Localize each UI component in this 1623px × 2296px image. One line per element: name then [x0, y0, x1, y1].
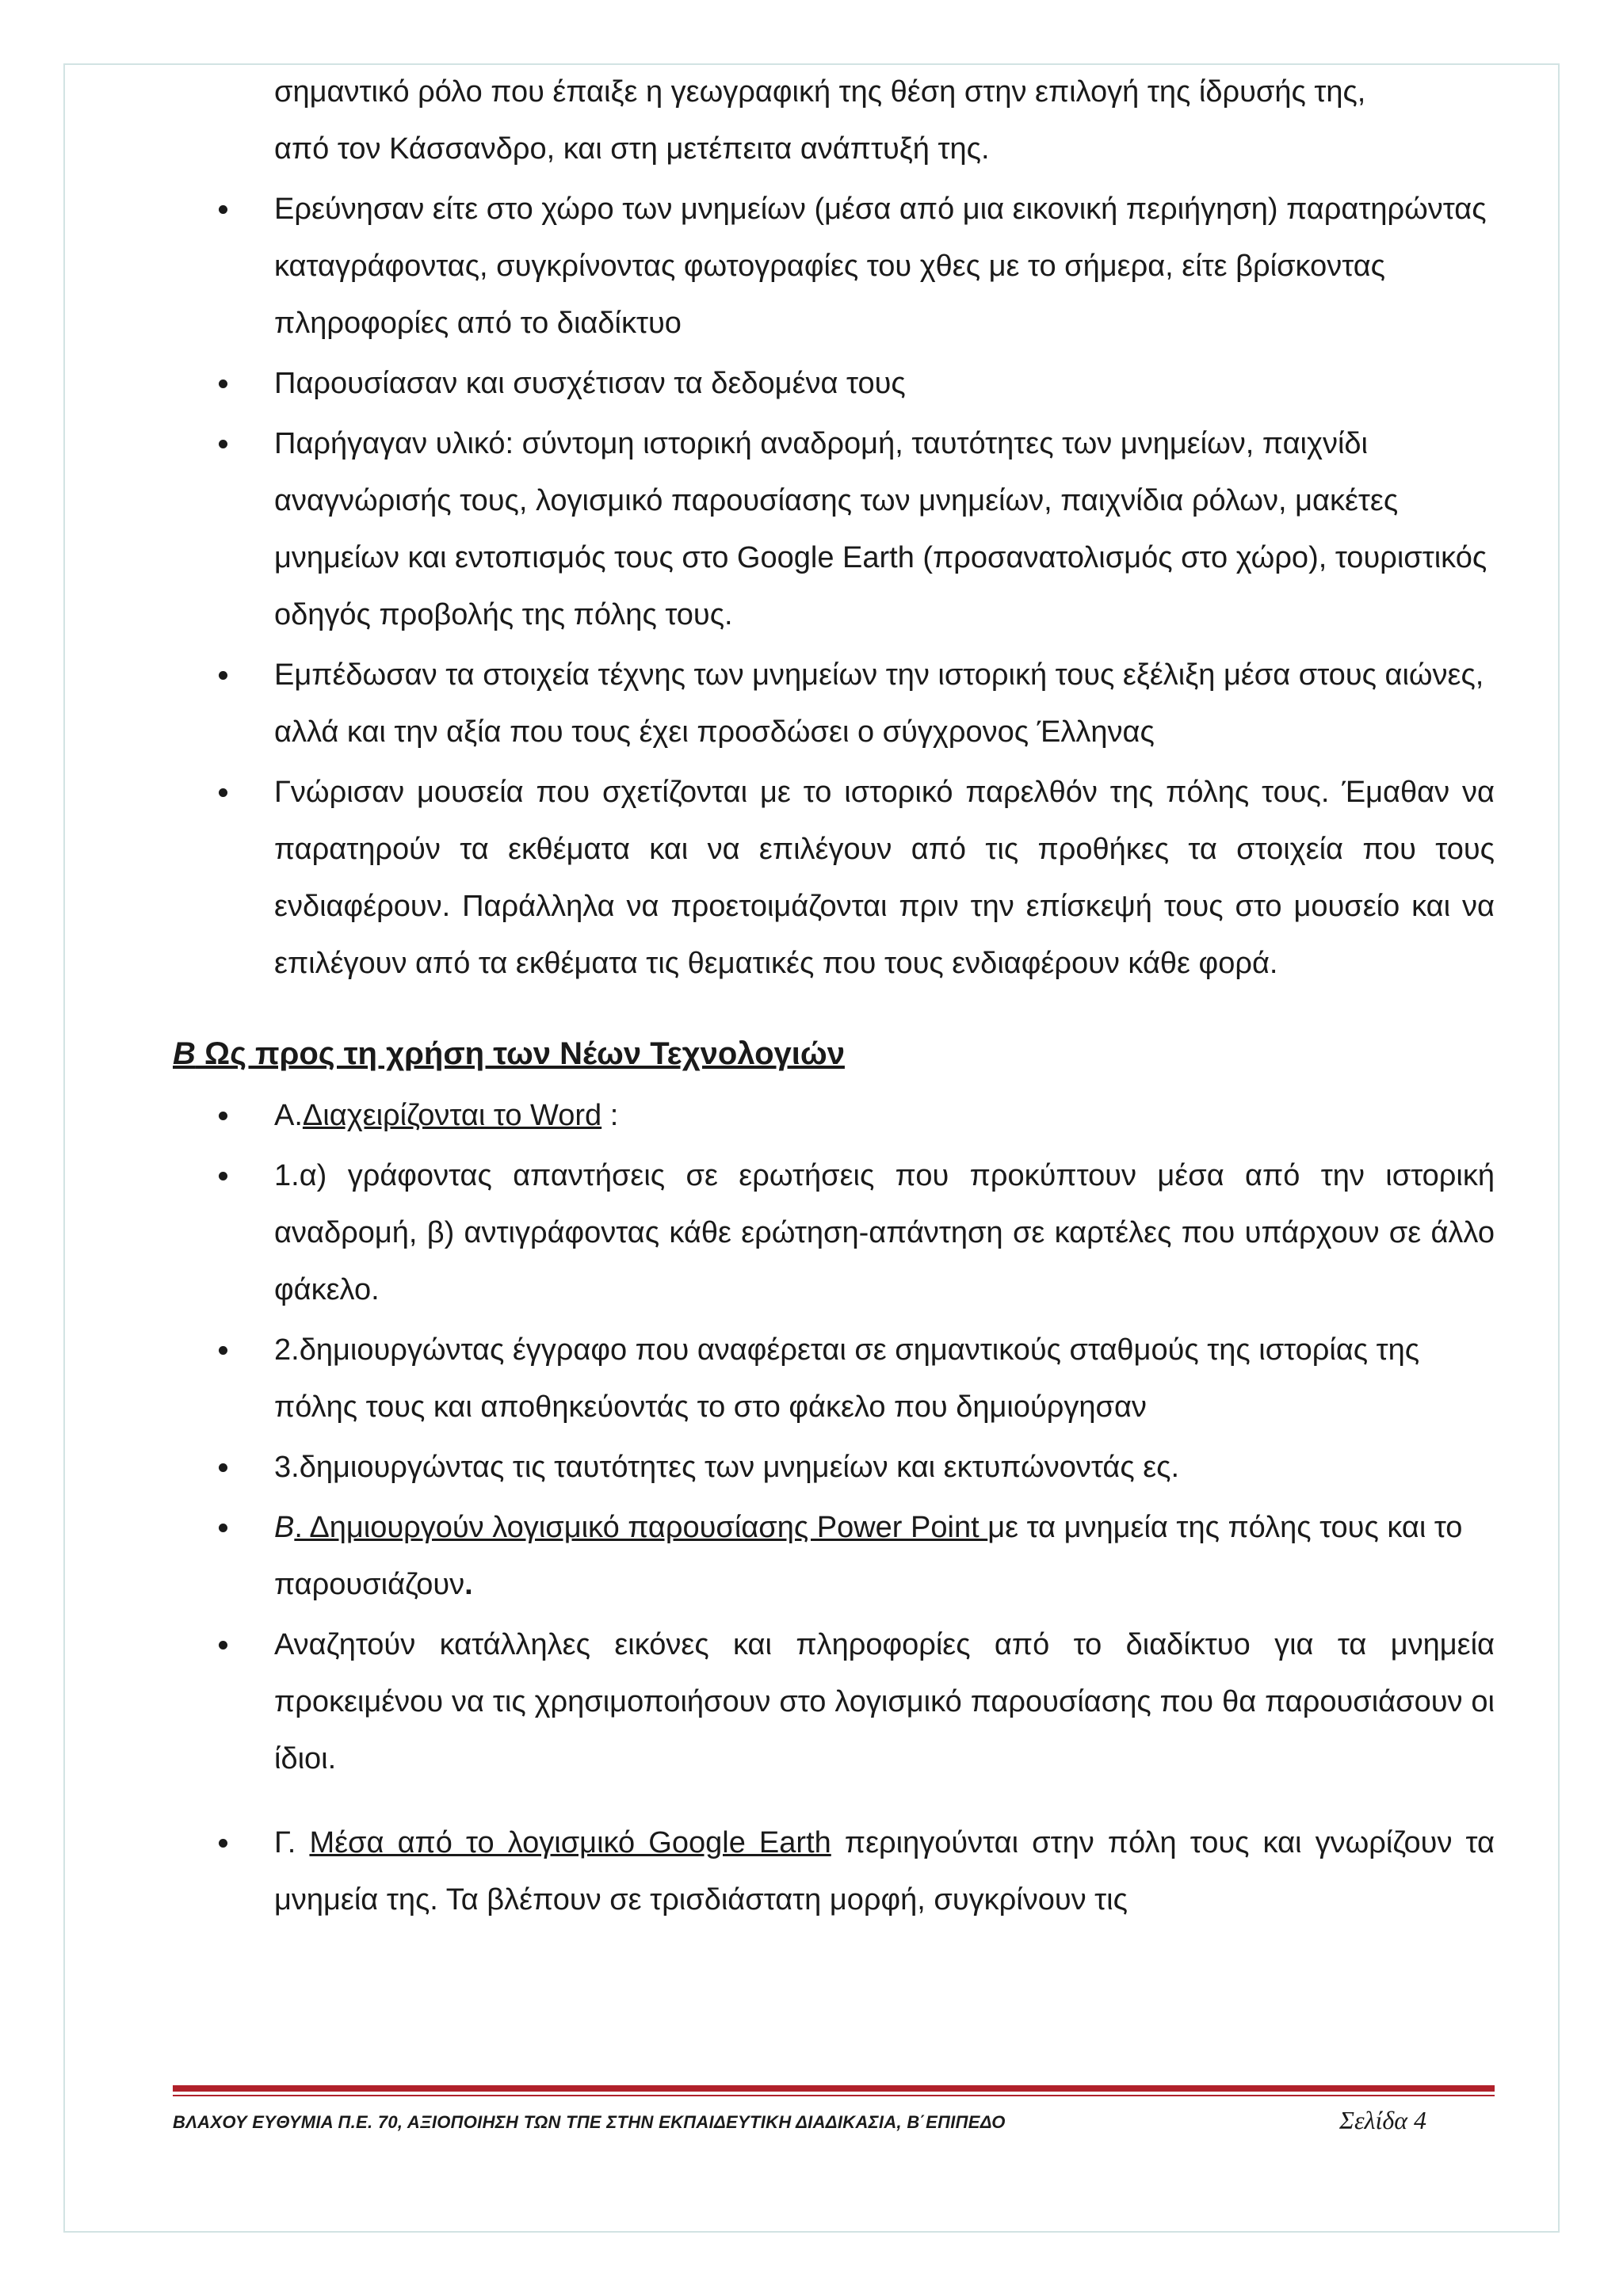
list-item-text: Γνώρισαν μουσεία που σχετίζονται με το ιστορικό παρελθόν της πόλης τους. Έμαθαν να παρατηρούν τα εκθέματα και να επιλέγουν από τις προθήκες τα στοιχεία που τους ενδιαφέρουν. Παράλληλα να προετοιμάζονται πριν την επίσκεψή τους στο μουσείο και να επιλέγουν από τα εκθέματα τις θεματικές που τους ενδιαφέρουν κάθε φορά.: [274, 776, 1495, 980]
list-item-text: [274, 1814, 1495, 1928]
list-item: [173, 1147, 1495, 1318]
ge-prefix: Γ.: [274, 1826, 310, 1859]
intro-continuation: [173, 63, 1495, 177]
list-item: [173, 355, 1495, 412]
word-heading: Διαχειρίζονται το Word: [302, 1099, 602, 1132]
ge-heading: Μέσα από το λογισμικό Google Earth: [309, 1826, 831, 1859]
list-item-text: 1.α) γράφοντας απαντήσεις σε ερωτήσεις που προκύπτουν μέσα από την ιστορική αναδρομή, β) αντιγράφοντας κάθε ερώτηση-απάντηση σε καρτέλες που υπάρχουν σε άλλο φάκελο.: [274, 1159, 1495, 1306]
spacer: [173, 1791, 1495, 1814]
footer-rule-thick: [173, 2085, 1495, 2092]
bullet-icon: [219, 788, 227, 797]
list-item: [173, 181, 1495, 352]
list-item: [173, 415, 1495, 643]
bullet-icon: [219, 671, 227, 680]
footer-rule-thin: [173, 2095, 1495, 2096]
intro-line-1: σημαντικό ρόλο που έπαιξε η γεωγραφική της θέση στην επιλογή της ίδρυσής της,: [274, 75, 1366, 109]
list-item-text: Αναζητούν κατάλληλες εικόνες και πληροφορίες από το διαδίκτυο για τα μνημεία προκειμένου να τις χρησιμοποιήσουν στο λογισμικό παρουσίασης που θα παρουσιάσουν οι ίδιοι.: [274, 1628, 1495, 1775]
ppt-end: .: [464, 1568, 473, 1601]
bullet-icon: [219, 379, 227, 388]
word-prefix: Α.: [274, 1099, 303, 1132]
section-b-bullet-list: [173, 1087, 1495, 1928]
list-item: [173, 1616, 1495, 1787]
ppt-suffix: με τα μνημεία της πόλης τους και το παρουσιάζουν: [274, 1511, 1463, 1601]
list-item-text: [274, 1087, 1495, 1144]
section-a-bullet-list: [173, 181, 1495, 992]
bullet-icon: [219, 1524, 227, 1532]
ppt-prefix: Β: [274, 1511, 295, 1544]
bullet-icon: [219, 1172, 227, 1180]
list-item: [173, 646, 1495, 761]
list-item: [173, 1087, 1495, 1144]
bullet-icon: [219, 1463, 227, 1472]
bullet-icon: [219, 1641, 227, 1650]
ge-suffix: περιηγούνται στην πόλη τους και γνωρίζουν τα μνημεία της. Τα βλέπουν σε τρισδιάστατη μορφή, συγκρίνουν τις: [274, 1826, 1495, 1917]
list-item-text: Παρήγαγαν υλικό: σύντομη ιστορική αναδρομή, ταυτότητες των μνημείων, παιχνίδι αναγνώρισής τους, λογισμικό παρουσίασης των μνημείων, παιχνίδια ρόλων, μακέτες μνημείων και εντοπισμός τους στο Google Earth (προσανατολισμός στο χώρο), τουριστικός οδηγός προβολής της πόλης τους.: [274, 427, 1487, 631]
list-item-text: 3.δημιουργώντας τις ταυτότητες των μνημείων και εκτυπώνοντάς ες.: [274, 1451, 1180, 1484]
list-item-text: Παρουσίασαν και συσχέτισαν τα δεδομένα τους: [274, 367, 906, 400]
list-item: [173, 764, 1495, 992]
intro-line-2: από τον Κάσσανδρο, και στη μετέπειτα ανάπτυξή της.: [274, 132, 990, 166]
bullet-icon: [219, 1839, 227, 1848]
section-b-heading: [173, 1025, 1495, 1082]
ppt-heading: . Δημιουργούν λογισμικό παρουσίασης Power Point: [294, 1511, 988, 1544]
list-item: [173, 1439, 1495, 1496]
list-item: [173, 1499, 1495, 1613]
bullet-icon: [219, 1112, 227, 1120]
list-item-text: [274, 1499, 1495, 1613]
word-suffix: :: [601, 1099, 619, 1132]
footer-author-title: ΒΛΑΧΟΥ ΕΥΘΥΜΙΑ Π.Ε. 70, ΑΞΙΟΠΟΙΗΣΗ ΤΩΝ ΤΠΕ ΣΤΗΝ ΕΚΠΑΙΔΕΥΤΙΚΗ ΔΙΑΔΙΚΑΣΙΑ, Β΄ΕΠΙΠΕΔΟ: [173, 2112, 1006, 2132]
bullet-icon: [219, 1346, 227, 1355]
section-b-letter: Β: [173, 1036, 196, 1071]
page-number: Σελίδα 4: [1339, 2106, 1427, 2134]
list-item-text: Ερεύνησαν είτε στο χώρο των μνημείων (μέσα από μια εικονική περιήγηση) παρατηρώντας καταγράφοντας, συγκρίνοντας φωτογραφίες του χθες με το σήμερα, είτε βρίσκοντας πληροφορίες από το διαδίκτυο: [274, 193, 1487, 340]
section-b-title: Ως προς τη χρήση των Νέων Τεχνολογιών: [195, 1036, 845, 1071]
list-item: [173, 1814, 1495, 1928]
bullet-icon: [219, 205, 227, 214]
list-item-text: 2.δημιουργώντας έγγραφο που αναφέρεται σε σημαντικούς σταθμούς της ιστορίας της πόλης τους και αποθηκεύοντάς το στο φάκελο που δημιούργησαν: [274, 1333, 1420, 1424]
list-item: [173, 1322, 1495, 1436]
bullet-icon: [219, 440, 227, 448]
document-body: [173, 63, 1495, 1932]
list-item-text: Εμπέδωσαν τα στοιχεία τέχνης των μνημείων την ιστορική τους εξέλιξη μέσα στους αιώνες, αλλά και την αξία που τους έχει προσδώσει ο σύγχρονος Έλληνας: [274, 658, 1484, 749]
